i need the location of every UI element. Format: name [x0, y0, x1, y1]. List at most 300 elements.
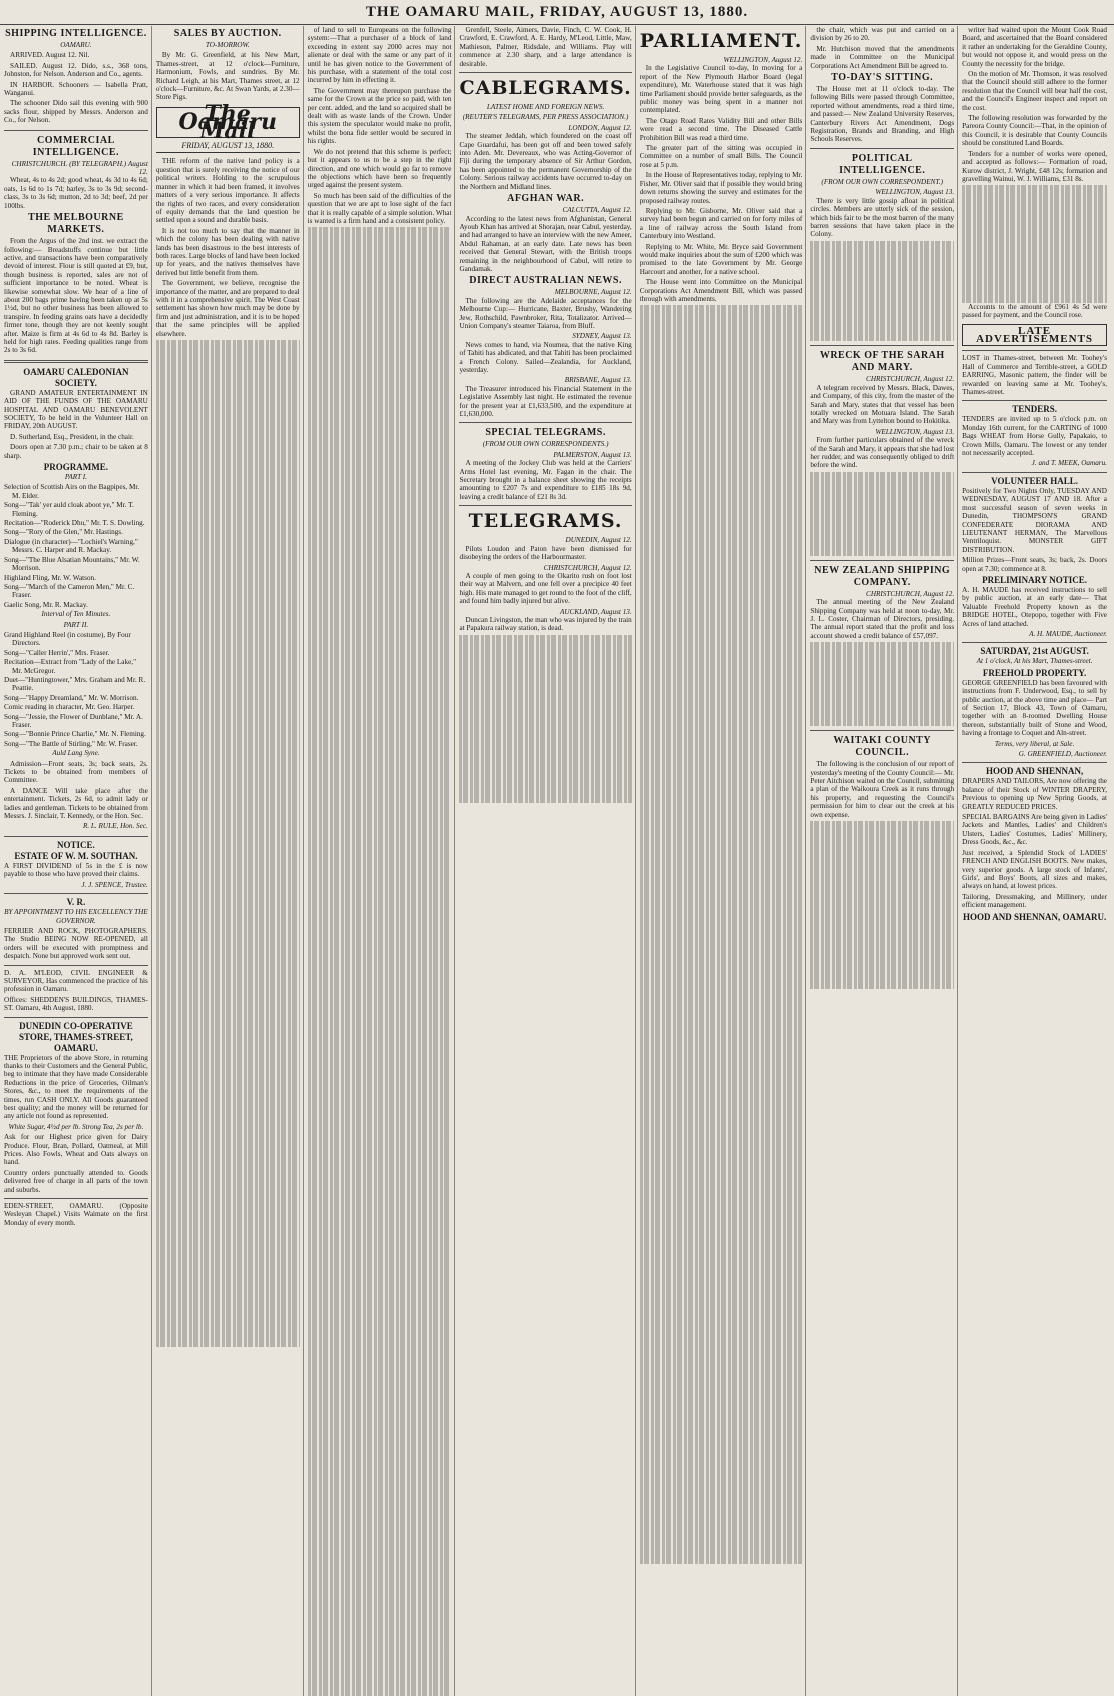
store-text: THE Proprietors of the above Store, in returning thanks to their Customers and the General Public, beg to intimate that they have made Considerable Reductions in the price of Groceries, Oilman's Stores, &c., to meet the requirements of the times, run CASH ONLY. All Goods guaranteed best quality; and the money will be returned for any article not found as represented.: [4, 1053, 148, 1121]
text-line: [459, 777, 631, 785]
text-line: [156, 348, 300, 356]
parliament-paragraph: Replying to Mr. White, Mr. Bryce said Government would make inquiries about the sum of £200 which was promised to the late Government by Mr. George Harcourt and another, for a native school.: [639, 242, 803, 276]
ferrier-advert: [4, 893, 148, 960]
council-continuation: [962, 185, 1107, 302]
text-line: [308, 387, 452, 395]
text-line: [810, 316, 954, 324]
text-line: [640, 641, 803, 649]
text-line: [459, 660, 631, 668]
waitaki-heading: WAITAKI COUNTY COUNCIL.: [833, 735, 932, 759]
text-line: [640, 1044, 803, 1052]
council-paragraph: Tenders for a number of works were opened, and accepted as follows:— Formation of road, Kurow district, J. Wright, £48 12s; formation and gravelling Wainui, W. J. Williams, £31 8s.: [962, 149, 1107, 183]
text-line: [459, 744, 631, 752]
greenfield-text: GEORGE GREENFIELD has been favoured with instructions from F. Underwood, Esq., to sell by public auction, at the above time and place— Part of Section 17, Block 43, Town of Oamaru, together with an 8-roomed Dwelling House thereon, substantially built of Stone and Wood, having a frontage to Coquet and Aln-street.: [962, 678, 1107, 738]
text-line: [308, 1394, 452, 1402]
text-line: [308, 454, 452, 462]
text-line: [640, 1061, 803, 1069]
text-line: [308, 1301, 452, 1309]
text-line: [308, 336, 452, 344]
text-line: [156, 944, 300, 952]
text-line: [640, 1237, 803, 1245]
cable-source: (REUTER'S TELEGRAMS, PER PRESS ASSOCIATION.): [462, 113, 629, 122]
text-line: [156, 1196, 300, 1204]
programme-item: Recitation—"Roderick Dhu," Mr. T. S. Dowling.: [4, 519, 145, 528]
lost-advert: [962, 350, 1107, 396]
column-7: [962, 26, 1110, 1696]
text-line: [459, 761, 631, 769]
text-line: [640, 607, 803, 615]
text-line: [308, 1629, 452, 1637]
text-line: [308, 1452, 452, 1460]
text-line: [308, 848, 452, 856]
text-line: [308, 857, 452, 865]
palmerston-dateline: PALMERSTON, August 13.: [553, 450, 632, 459]
text-line: [156, 902, 300, 910]
text-line: [308, 1310, 452, 1318]
editorial-paragraph: THE reform of the native land policy is a question that is surely receiving the notice of our political writers. Holding to the scrupulous manner in which it had been framed, it involves matters of a very serious importance. It affects the rights of two races, and every consideration of equity demands that the land question be settled upon a sound and durable basis.: [155, 157, 300, 225]
text-line: [156, 1011, 300, 1019]
text-line: [810, 505, 954, 513]
programme-item: Song—"Happy Dreamland," Mr. W. Morrison.: [4, 693, 139, 702]
notice-heading: NOTICE.: [57, 839, 95, 850]
text-line: [156, 852, 300, 860]
text-line: [640, 809, 803, 817]
programme-heading: PROGRAMME.: [43, 462, 109, 473]
text-line: [308, 731, 452, 739]
text-line: [640, 775, 803, 783]
text-line: [156, 508, 300, 516]
shipping-note: The schooner Dido sail this evening with 900 sacks flour, shipped by Messrs. Anderson and Co., for Nelson.: [4, 99, 148, 125]
text-line: [640, 431, 803, 439]
text-line: [640, 616, 803, 624]
text-line: [640, 414, 803, 422]
text-line: [156, 953, 300, 961]
text-line: [156, 1221, 300, 1229]
text-line: [308, 1427, 452, 1435]
text-line: [640, 1144, 803, 1152]
text-line: [308, 781, 452, 789]
text-line: [308, 831, 452, 839]
text-line: [640, 1002, 803, 1010]
news-continuation: [459, 635, 631, 803]
text-line: [308, 1125, 452, 1133]
text-line: [156, 1288, 300, 1296]
editorial-paragraph: It is not too much to say that the manner in which the colony has been dealing with native lands has been disastrous to the best interests of both races. Large blocks of land have been locked up for years, and the natives themselves have derived but little benefit from them.: [155, 226, 300, 277]
text-line: [156, 1330, 300, 1338]
text-line: [640, 1447, 803, 1455]
text-line: [308, 1318, 452, 1326]
text-line: [640, 498, 803, 506]
text-line: [156, 877, 300, 885]
text-line: [156, 919, 300, 927]
text-line: [308, 1469, 452, 1477]
column-grid: [4, 26, 1110, 1650]
text-line: [640, 305, 803, 313]
text-line: [308, 1159, 452, 1167]
wreck-heading: WRECK OF THE SARAH AND MARY.: [819, 350, 945, 374]
text-line: [308, 764, 452, 772]
chair-more: Mr. Hutchison moved that the amendments made in Committee on the Municipal Corporations Act Amendment Bill be agreed to.: [810, 44, 955, 70]
text-line: [156, 474, 300, 482]
wreck-text-2: From further particulars obtained of the wreck of the Sarah and Mary, it appears that she had lost her rudder, and was consequently obliged to drift before the wind.: [810, 436, 955, 470]
text-line: [308, 1587, 452, 1595]
text-line: [459, 735, 631, 743]
programme-item: Song—"Caller Herrin'," Mrs. Fraser.: [4, 648, 110, 657]
text-line: [308, 689, 452, 697]
london-dateline: LONDON, August 12.: [568, 123, 632, 132]
text-line: [308, 1561, 452, 1569]
divider: [4, 130, 148, 131]
programme-item: Song—"March of the Cameron Men," Mr. C. Fraser.: [4, 582, 135, 600]
wreck-continuation: [810, 472, 954, 556]
volunteer-text: Positively for Two Nights Only, TUESDAY AND WEDNESDAY, AUGUST 17 AND 18. After a most successful season of seven weeks in Dunedin, THOMPSON'S GRAND CONFEDERATE DIORAMA AND LIEUTENANT HERMAN, The Marvellous Ventriloquist. MONSTER GIFT DISTRIBUTION.: [962, 486, 1107, 554]
text-line: [308, 353, 452, 361]
text-line: [810, 514, 954, 522]
text-line: [640, 817, 803, 825]
text-line: [640, 1514, 803, 1522]
text-line: [810, 684, 954, 692]
auckland-dateline: AUCKLAND, August 13.: [559, 607, 632, 616]
text-line: [810, 651, 954, 659]
text-line: [156, 1129, 300, 1137]
today-text: The House met at 11 o'clock to-day. The following Bills were passed through Committee, reported without amendments, read a third time, and passed:— New Zealand University Reserves, Canterbury Rivers Act Amendment, Dogs Registration, Brands and Branding, and High Schools Reserves.: [810, 85, 955, 144]
waitaki-continuation: [810, 821, 954, 989]
text-line: [640, 482, 803, 490]
text-line: [810, 972, 954, 980]
text-line: [810, 659, 954, 667]
text-line: [640, 1102, 803, 1110]
text-line: [308, 1662, 452, 1670]
text-line: [308, 1327, 452, 1335]
text-line: [459, 719, 631, 727]
council-paragraph: Accounts to the amount of £961 4s 5d were passed for payment, and the Council rose.: [962, 302, 1107, 320]
editorial-paragraph: The Government may thereupon purchase the same for the Crown at the price so paid, with ten per cent. added, and the land so acquired shall be dealt with as waste lands of the Crown. Under this system the speculator would make no profit, whilst the bona fide settler would be secured in his rights.: [307, 86, 452, 146]
text-line: [640, 1530, 803, 1538]
afghan-text: According to the latest news from Afghanistan, General Ayoub Khan has arrived at Shorajan, near Cabul, yesterday, and had arranged to have an interview with the new Ameer, Abdul Rahaman, at an early date. Late news has been received that General Stewart, with the British troops remaining in the neighbourhood of Cabul, will retire to Gandamak.: [459, 214, 632, 273]
dance-signature: R. L. RULE, Hon. Sec.: [82, 822, 148, 831]
divider: [810, 560, 954, 561]
programme-item: Comic reading in character, Mr. Geo. Harper.: [4, 703, 135, 712]
text-line: [156, 432, 300, 440]
programme-item: Song—"The Battle of Stirling," Mr. W. Fraser.: [4, 739, 138, 748]
text-line: [640, 1035, 803, 1043]
text-line: [156, 1036, 300, 1044]
text-line: [640, 733, 803, 741]
text-line: [308, 1108, 452, 1116]
text-line: [640, 314, 803, 322]
text-line: [810, 325, 954, 333]
shipping-subheading: OAMARU.: [60, 41, 92, 49]
text-line: [640, 624, 803, 632]
text-line: [640, 1111, 803, 1119]
text-line: [308, 1209, 452, 1217]
divider: [810, 148, 954, 149]
text-line: [308, 504, 452, 512]
dance-text: A DANCE Will take place after the entertainment. Tickets, 2s 6d, to admit lady or ladies and gentleman. Tickets to be obtained from Messrs. J. Sinclair, T. Kennedy, or the Hon. Sec.: [4, 786, 148, 821]
programme-item: Gaelic Song, Mr. R. Mackay.: [4, 600, 88, 609]
text-line: [640, 691, 803, 699]
text-line: [640, 423, 803, 431]
text-line: [640, 1379, 803, 1387]
text-line: [156, 516, 300, 524]
christchurch-dateline: CHRISTCHURCH. (BY TELEGRAPH.) August 12.: [11, 159, 148, 177]
text-line: [640, 540, 803, 548]
text-line: [308, 1008, 452, 1016]
text-line: [308, 429, 452, 437]
text-line: [308, 320, 452, 328]
text-line: [308, 664, 452, 672]
text-line: [640, 389, 803, 397]
text-line: [962, 261, 1107, 269]
text-line: [640, 582, 803, 590]
caledonian-event: GRAND AMATEUR ENTERTAINMENT IN AID OF THE FUNDS OF THE OAMARU HOSPITAL AND OAMARU BENEVOLENT SOCIETY, To be held in the Volunteer Hall on FRIDAY, 20th AUGUST.: [4, 388, 148, 431]
eden-text: EDEN-STREET, OAMARU. (Opposite Wesleyan Chapel.) Visits Waimate on the first Monday of every month.: [4, 1202, 148, 1227]
text-line: [308, 957, 452, 965]
divider: [4, 360, 148, 363]
text-line: [156, 1028, 300, 1036]
text-line: [640, 1539, 803, 1547]
text-line: [308, 1100, 452, 1108]
text-line: [810, 718, 954, 726]
text-line: [962, 294, 1107, 302]
text-line: [308, 605, 452, 613]
greenfield-signature: G. GREENFIELD, Auctioneer.: [1018, 750, 1107, 759]
hood-end: Tailoring, Dressmaking, and Millinery, under efficient management.: [962, 892, 1107, 910]
appointment-text: BY APPOINTMENT TO HIS EXCELLENCY THE GOVERNOR.: [4, 908, 148, 925]
text-line: [308, 580, 452, 588]
text-line: [156, 592, 300, 600]
text-line: [810, 947, 954, 955]
text-line: [308, 1377, 452, 1385]
text-line: [640, 1245, 803, 1253]
text-line: [640, 1430, 803, 1438]
text-line: [308, 1436, 452, 1444]
text-line: [640, 1488, 803, 1496]
divider: [810, 730, 954, 731]
text-line: [156, 936, 300, 944]
divider: [810, 345, 954, 346]
text-line: [308, 538, 452, 546]
parliament-paragraph: The House went into Committee on the Municipal Corporations Act Amendment Bill, which was passed through with amendments.: [639, 278, 803, 303]
waitaki-text: The following is the conclusion of our report of yesterday's meeting of the County Council:— Mr. Peter Aitchison waited on the Council, submitting a plan of the Waikoura Creek as it runs through his property, and requesting the Council's permission for him to clear out the creek at his own expense.: [810, 760, 955, 819]
programme-item: Song—"Jessie, the Flower of Dunblane," Mr. A. Fraser.: [4, 712, 143, 729]
political-text: There is very little gossip afloat in political circles. Members are utterly sick of the session, which bids fair to be the most barren of the many barren sessions that have taken place in the Colony.: [810, 196, 955, 239]
text-line: [308, 647, 452, 655]
text-line: [640, 1295, 803, 1303]
text-line: [640, 1472, 803, 1480]
text-line: [308, 1058, 452, 1066]
programme-interval: Interval of Ten Minutes.: [41, 610, 111, 619]
text-line: [640, 977, 803, 985]
text-line: [156, 1187, 300, 1195]
text-line: [156, 818, 300, 826]
text-line: [810, 913, 954, 921]
text-line: [810, 480, 954, 488]
text-line: [308, 756, 452, 764]
text-line: [308, 1259, 452, 1267]
text-line: [640, 1027, 803, 1035]
text-line: [308, 311, 452, 319]
programme-finale: Auld Lang Syne.: [52, 749, 100, 758]
text-line: [308, 999, 452, 1007]
text-line: [459, 794, 631, 802]
text-line: [640, 767, 803, 775]
caledonian-chair: D. Sutherland, Esq., President, in the chair.: [10, 432, 134, 441]
text-line: [640, 549, 803, 557]
text-line: [156, 1229, 300, 1237]
text-line: [640, 1505, 803, 1513]
text-line: [156, 483, 300, 491]
text-line: [156, 365, 300, 373]
text-line: [962, 210, 1107, 218]
text-line: [308, 571, 452, 579]
text-line: [308, 882, 452, 890]
sailed-text: SAILED. August 12. Dido, s.s., 368 tons, Johnston, for Nelson. Anderson and Co., agents.: [4, 61, 148, 79]
text-line: [640, 1463, 803, 1471]
text-line: [156, 625, 300, 633]
text-line: [810, 489, 954, 497]
sydney-text: News comes to hand, via Noumea, that the native King of Tahiti has abdicated, and that Tahiti has been proclaimed a French Colony. Sailed—Zealandia, for Auckland, yesterday.: [459, 340, 632, 374]
text-line: [640, 1371, 803, 1379]
volunteer-advert: [962, 472, 1107, 639]
text-line: [156, 743, 300, 751]
text-line: [459, 635, 631, 643]
shipping-section: [4, 28, 148, 125]
text-line: [640, 507, 803, 515]
wreck-dateline: CHRISTCHURCH, August 12.: [866, 375, 955, 384]
text-line: [810, 964, 954, 972]
programme-item: Song—"Bonnie Prince Charlie," Mr. N. Fleming.: [4, 730, 146, 739]
estate-notice: [4, 836, 148, 889]
text-line: [156, 449, 300, 457]
text-line: [810, 258, 954, 266]
text-line: [308, 840, 452, 848]
text-line: [156, 525, 300, 533]
editorial-paragraph: So much has been said of the difficulties of the question that we are apt to lose sight of the fact that it is really capable of a simple solution. What is wanted is a firm hand and a consistent policy.: [307, 191, 452, 225]
text-line: [459, 786, 631, 794]
freehold-heading: FREEHOLD PROPERTY.: [982, 667, 1087, 678]
text-line: [308, 1486, 452, 1494]
text-line: [640, 1522, 803, 1530]
text-line: [308, 1066, 452, 1074]
text-line: [156, 1246, 300, 1254]
text-line: [308, 479, 452, 487]
text-line: [308, 1494, 452, 1502]
text-line: [156, 1171, 300, 1179]
text-line: [156, 885, 300, 893]
text-line: [156, 810, 300, 818]
text-line: [156, 1154, 300, 1162]
admission-text: Admission—Front seats, 3s; back seats, 2s. Tickets to be obtained from members of Committee.: [4, 759, 148, 785]
text-line: [156, 684, 300, 692]
text-line: [640, 935, 803, 943]
text-line: [308, 983, 452, 991]
parliament-paragraph: The Otago Road Rates Validity Bill and other Bills were read a second time. The Diseased Cattle Prohibition Bill was read a third time.: [639, 116, 803, 142]
text-line: [156, 1070, 300, 1078]
text-line: [308, 563, 452, 571]
afghan-dateline: CALCUTTA, August 12.: [562, 206, 632, 215]
text-line: [640, 784, 803, 792]
text-line: [308, 1612, 452, 1620]
text-line: [156, 650, 300, 658]
text-line: [640, 381, 803, 389]
text-line: [640, 440, 803, 448]
text-line: [308, 370, 452, 378]
text-line: [156, 860, 300, 868]
text-line: [459, 652, 631, 660]
auction-heading: SALES BY AUCTION.: [173, 28, 282, 39]
text-line: [308, 1234, 452, 1242]
text-line: [308, 487, 452, 495]
text-line: [640, 993, 803, 1001]
text-line: [810, 522, 954, 530]
text-line: [308, 395, 452, 403]
text-line: [810, 667, 954, 675]
volunteer-heading: VOLUNTEER HALL.: [991, 475, 1078, 486]
australian-heading: DIRECT AUSTRALIAN NEWS.: [469, 275, 622, 287]
text-line: [156, 709, 300, 717]
text-line: [640, 1086, 803, 1094]
text-line: [308, 1368, 452, 1376]
text-line: [156, 667, 300, 675]
text-line: [640, 1186, 803, 1194]
store-prices: White Sugar, 4½d per lb. Strong Tea, 2s per lb.: [8, 1122, 144, 1131]
shipping-company-text: The annual meeting of the New Zealand Shipping Company was held at noon to-day, Mr. J. L. Coster, Chairman of Directors, presiding. The annual report stated that the profit and loss account showed a credit balance of £57,097.: [810, 598, 955, 640]
text-line: [156, 760, 300, 768]
text-line: [308, 790, 452, 798]
text-line: [640, 1270, 803, 1278]
text-line: [156, 1137, 300, 1145]
text-line: [308, 1528, 452, 1536]
text-line: [308, 362, 452, 370]
text-line: [156, 558, 300, 566]
council-paragraph: On the motion of Mr. Thomson, it was resolved that the Council should still adhere to the former resolution that the Council will bear half the cost, and the Council's Engineer inspect and report on the cost.: [962, 70, 1107, 112]
text-line: [640, 1346, 803, 1354]
text-line: [308, 1075, 452, 1083]
column-2: [156, 26, 304, 1696]
text-line: [810, 829, 954, 837]
caledonian-doors: Doors open at 7.30 p.m.; chair to be taken at 8 sharp.: [4, 443, 148, 460]
text-line: [308, 722, 452, 730]
text-line: [308, 471, 452, 479]
text-line: [459, 769, 631, 777]
late-advertisements-heading: LATE ADVERTISEMENTS: [962, 324, 1107, 347]
programme-item: Selection of Scottish Airs on the Bagpipes, Mr. M. Elder.: [4, 483, 140, 500]
text-line: [156, 1020, 300, 1028]
text-line: [308, 890, 452, 898]
text-line: [640, 322, 803, 330]
text-line: [640, 1119, 803, 1127]
text-line: [640, 725, 803, 733]
divider: [459, 505, 631, 506]
text-line: [308, 1251, 452, 1259]
text-line: [640, 515, 803, 523]
brisbane-dateline: BRISBANE, August 13.: [564, 376, 632, 385]
text-line: [640, 373, 803, 381]
text-line: [156, 407, 300, 415]
text-line: [640, 1455, 803, 1463]
auckland-text: Duncan Livingston, the man who was injured by the train at Papakura railway station, is dead.: [459, 615, 632, 633]
editorial-paragraph: The Government, we believe, recognise the importance of the matter, and are prepared to deal with it in a comprehensive spirit. The West Coast settlement has shown how much may be done by firm and just administration, and it is to be hoped that the same principles will be applied elsewhere.: [155, 279, 300, 338]
store-end: Country orders punctually attended to. Goods delivered free of charge in all parts of the town and suburbs.: [4, 1168, 148, 1194]
text-line: [308, 1335, 452, 1343]
text-line: [308, 462, 452, 470]
hood-text: DRAPERS AND TAILORS, Are now offering the balance of their Stock of WINTER DRAPERY, Previous to opening up New Spring Goods, at GREATLY REDUCED PRICES.: [962, 777, 1107, 811]
column-6: [810, 26, 958, 1696]
text-line: [308, 404, 452, 412]
paper-date: FRIDAY, AUGUST 13, 1880.: [156, 142, 300, 153]
text-line: [308, 1050, 452, 1058]
